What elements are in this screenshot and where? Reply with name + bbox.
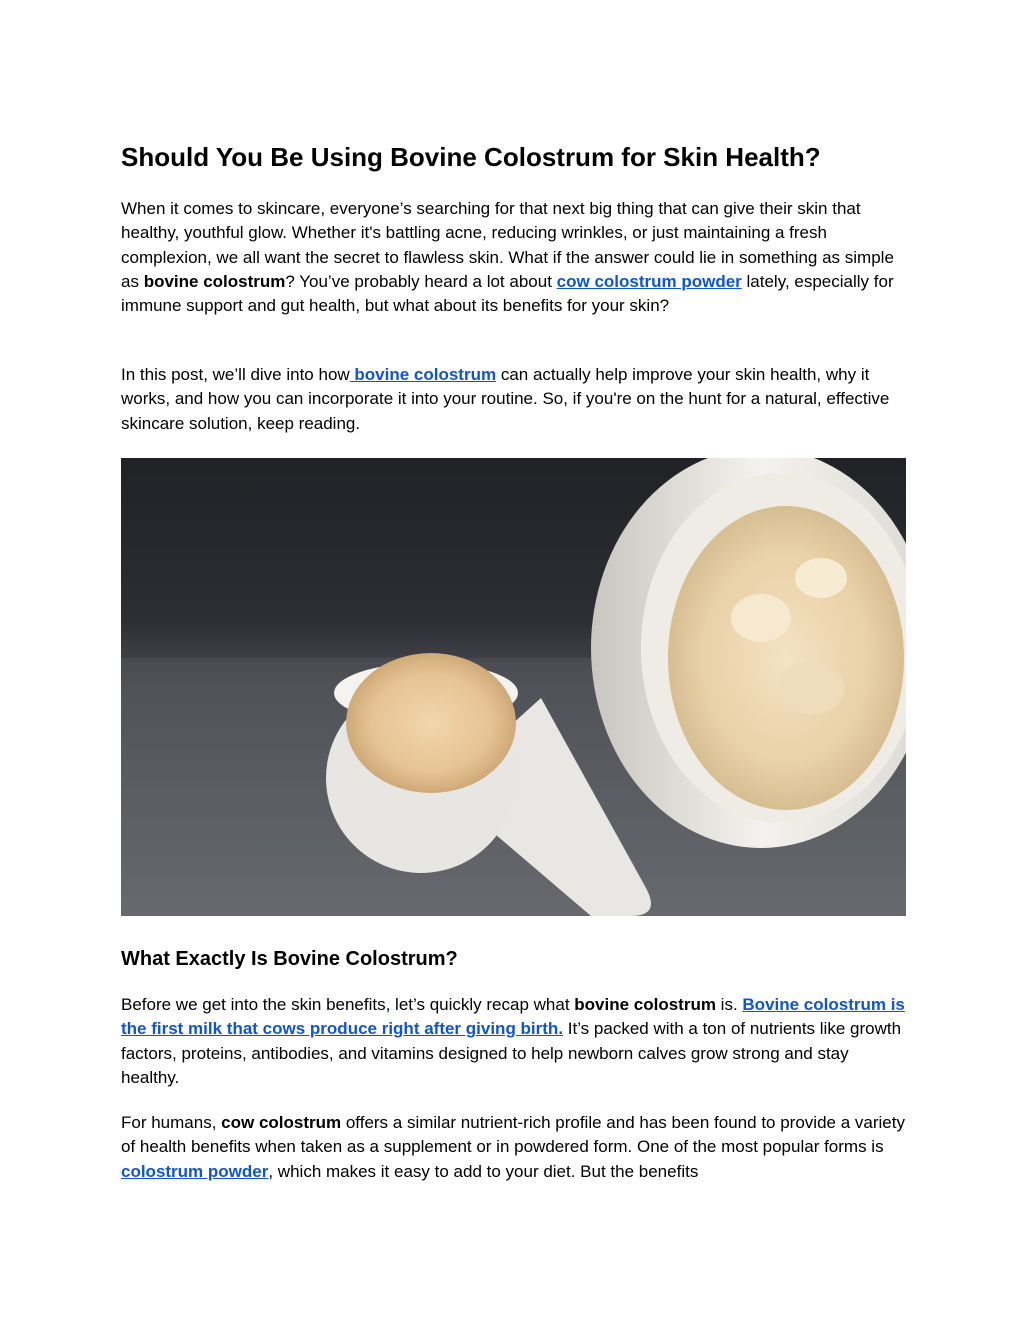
text-span: For humans,: [121, 1113, 222, 1132]
link-colostrum-powder[interactable]: colostrum powder: [121, 1161, 269, 1181]
section-heading: What Exactly Is Bovine Colostrum?: [121, 948, 458, 970]
link-bovine-colostrum-definition[interactable]: Bovine colostrum is the first milk that cows produce right after giving birth.: [121, 995, 905, 1039]
link-bovine-colostrum[interactable]: bovine colostrum: [349, 365, 497, 384]
bold-term: bovine colostrum: [574, 995, 716, 1014]
text-span: It’s packed with a ton of nutrients like growth factors, proteins, antibodies, and vitamins designed to help newborn calves grow strong and stay healthy.: [121, 1019, 902, 1087]
section-paragraph-2: [121, 1111, 906, 1184]
colostrum-powder-photo: [121, 458, 906, 916]
text-span: is.: [715, 995, 743, 1014]
link-cow-colostrum-powder[interactable]: cow colostrum powder: [556, 271, 742, 291]
text-span: lately, especially for immune support and gut health, but what about its benefits for your skin?: [121, 271, 894, 316]
text-span: can actually help improve your skin health, why it works, and how you can incorporate it into your routine. So, if you're on the hunt for a natural, effective skincare solution, keep reading.: [121, 365, 890, 433]
bold-term: cow colostrum: [221, 1113, 342, 1132]
text-span: Before we get into the skin benefits, let’s quickly recap what: [121, 995, 575, 1014]
text-span: , which makes it easy to add to your diet. But the benefits: [268, 1161, 699, 1181]
page-title: Should You Be Using Bovine Colostrum for Skin Health?: [121, 142, 821, 172]
bold-term: bovine colostrum: [143, 271, 286, 291]
intro-paragraph-1: [121, 197, 906, 318]
text-span: offers a similar nutrient-rich profile and has been found to provide a variety of health benefits when taken as a supplement or in powdered form. One of the most popular forms is: [121, 1113, 905, 1157]
text-span: In this post, we’ll dive into how: [121, 365, 350, 384]
text-span: ? You’ve probably heard a lot about: [285, 271, 557, 291]
section-paragraph-1: [121, 993, 906, 1090]
text-span: When it comes to skincare, everyone’s searching for that next big thing that can give their skin that healthy, youthful glow. Whether it's battling acne, reducing wrinkles, or just maintaining a fresh complexion, we all want the secret to flawless skin. What if the answer could lie in something as simple as: [121, 199, 894, 291]
intro-paragraph-2: [121, 363, 906, 436]
